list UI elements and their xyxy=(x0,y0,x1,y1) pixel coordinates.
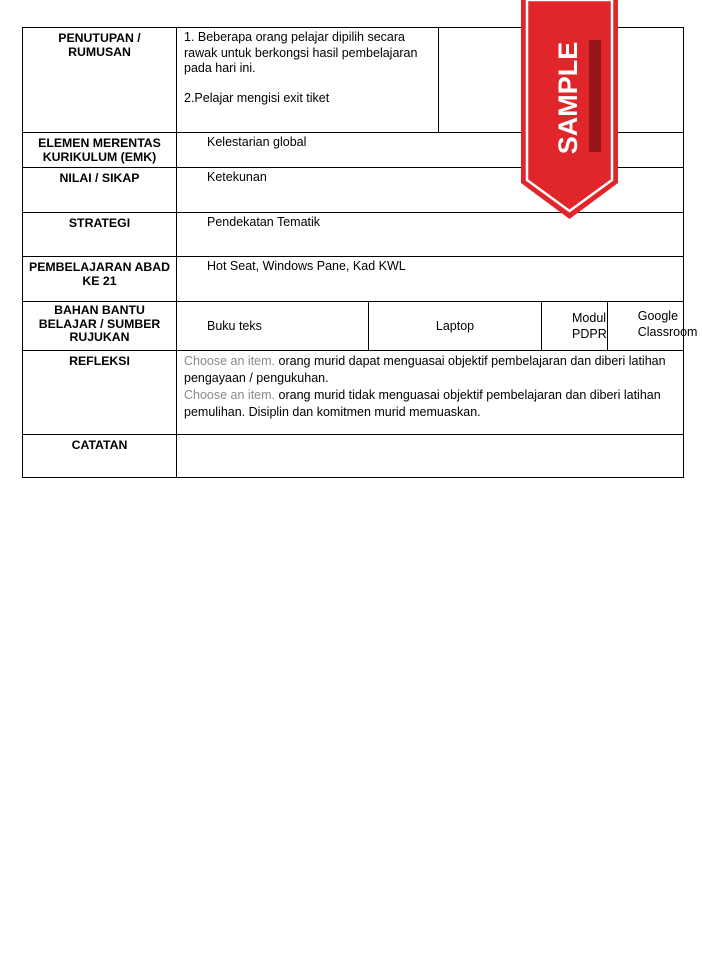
penutupan-content xyxy=(177,28,439,133)
label-nilai: NILAI / SIKAP xyxy=(23,168,177,213)
catatan-value xyxy=(177,435,684,478)
refleksi-content xyxy=(177,351,684,435)
pembelajaran-value: Hot Seat, Windows Pane, Kad KWL xyxy=(177,257,684,302)
label-catatan: CATATAN xyxy=(23,435,177,478)
label-bahan: BAHAN BANTU BELAJAR / SUMBER RUJUKAN xyxy=(23,302,177,351)
refleksi-choose-item-1[interactable]: Choose an item. xyxy=(184,354,276,368)
sample-sticker-strip xyxy=(589,40,601,152)
row-catatan xyxy=(23,435,684,478)
refleksi-text2: orang murid tidak menguasai objektif pembelajaran dan diberi latihan pemulihan. Disiplin dan komitmen murid memuaskan. xyxy=(184,388,661,419)
sample-text: SAMPLE xyxy=(553,41,583,155)
sample-badge xyxy=(521,0,618,219)
bahan-split-cell xyxy=(542,302,698,351)
refleksi-para2 xyxy=(184,387,675,421)
refleksi-text1: orang murid dapat menguasai objektif pembelajaran dan diberi latihan pengayaan / pengukuhan. xyxy=(184,354,666,385)
refleksi-para1 xyxy=(184,353,675,387)
row-strategi xyxy=(23,213,684,257)
strategi-value: Pendekatan Tematik xyxy=(177,213,684,257)
nilai-value: Ketekunan xyxy=(177,168,684,213)
penutupan-line1: 1. Beberapa orang pelajar dipilih secara rawak untuk berkongsi hasil pembelajaran pada hari ini. xyxy=(184,30,418,75)
bahan-item-modul: Modul PDPR xyxy=(542,302,608,350)
bahan-item-laptop: Laptop xyxy=(369,302,542,351)
row-refleksi xyxy=(23,351,684,435)
label-refleksi: REFLEKSI xyxy=(23,351,177,435)
label-pembelajaran: PEMBELAJARAN ABAD KE 21 xyxy=(23,257,177,302)
row-bahan xyxy=(23,302,684,351)
sample-ribbon-icon xyxy=(521,0,618,219)
row-pembelajaran xyxy=(23,257,684,302)
bahan-item-buku: Buku teks xyxy=(177,302,369,351)
label-penutupan: PENUTUPAN / RUMUSAN xyxy=(23,28,177,133)
label-emk: ELEMEN MERENTAS KURIKULUM (EMK) xyxy=(23,133,177,168)
emk-value: Kelestarian global xyxy=(177,133,684,168)
bahan-item-google: Google Classroom xyxy=(637,308,698,339)
penutupan-line2: 2.Pelajar mengisi exit tiket xyxy=(184,90,330,105)
label-strategi: STRATEGI xyxy=(23,213,177,257)
refleksi-choose-item-2[interactable]: Choose an item. xyxy=(184,388,276,402)
